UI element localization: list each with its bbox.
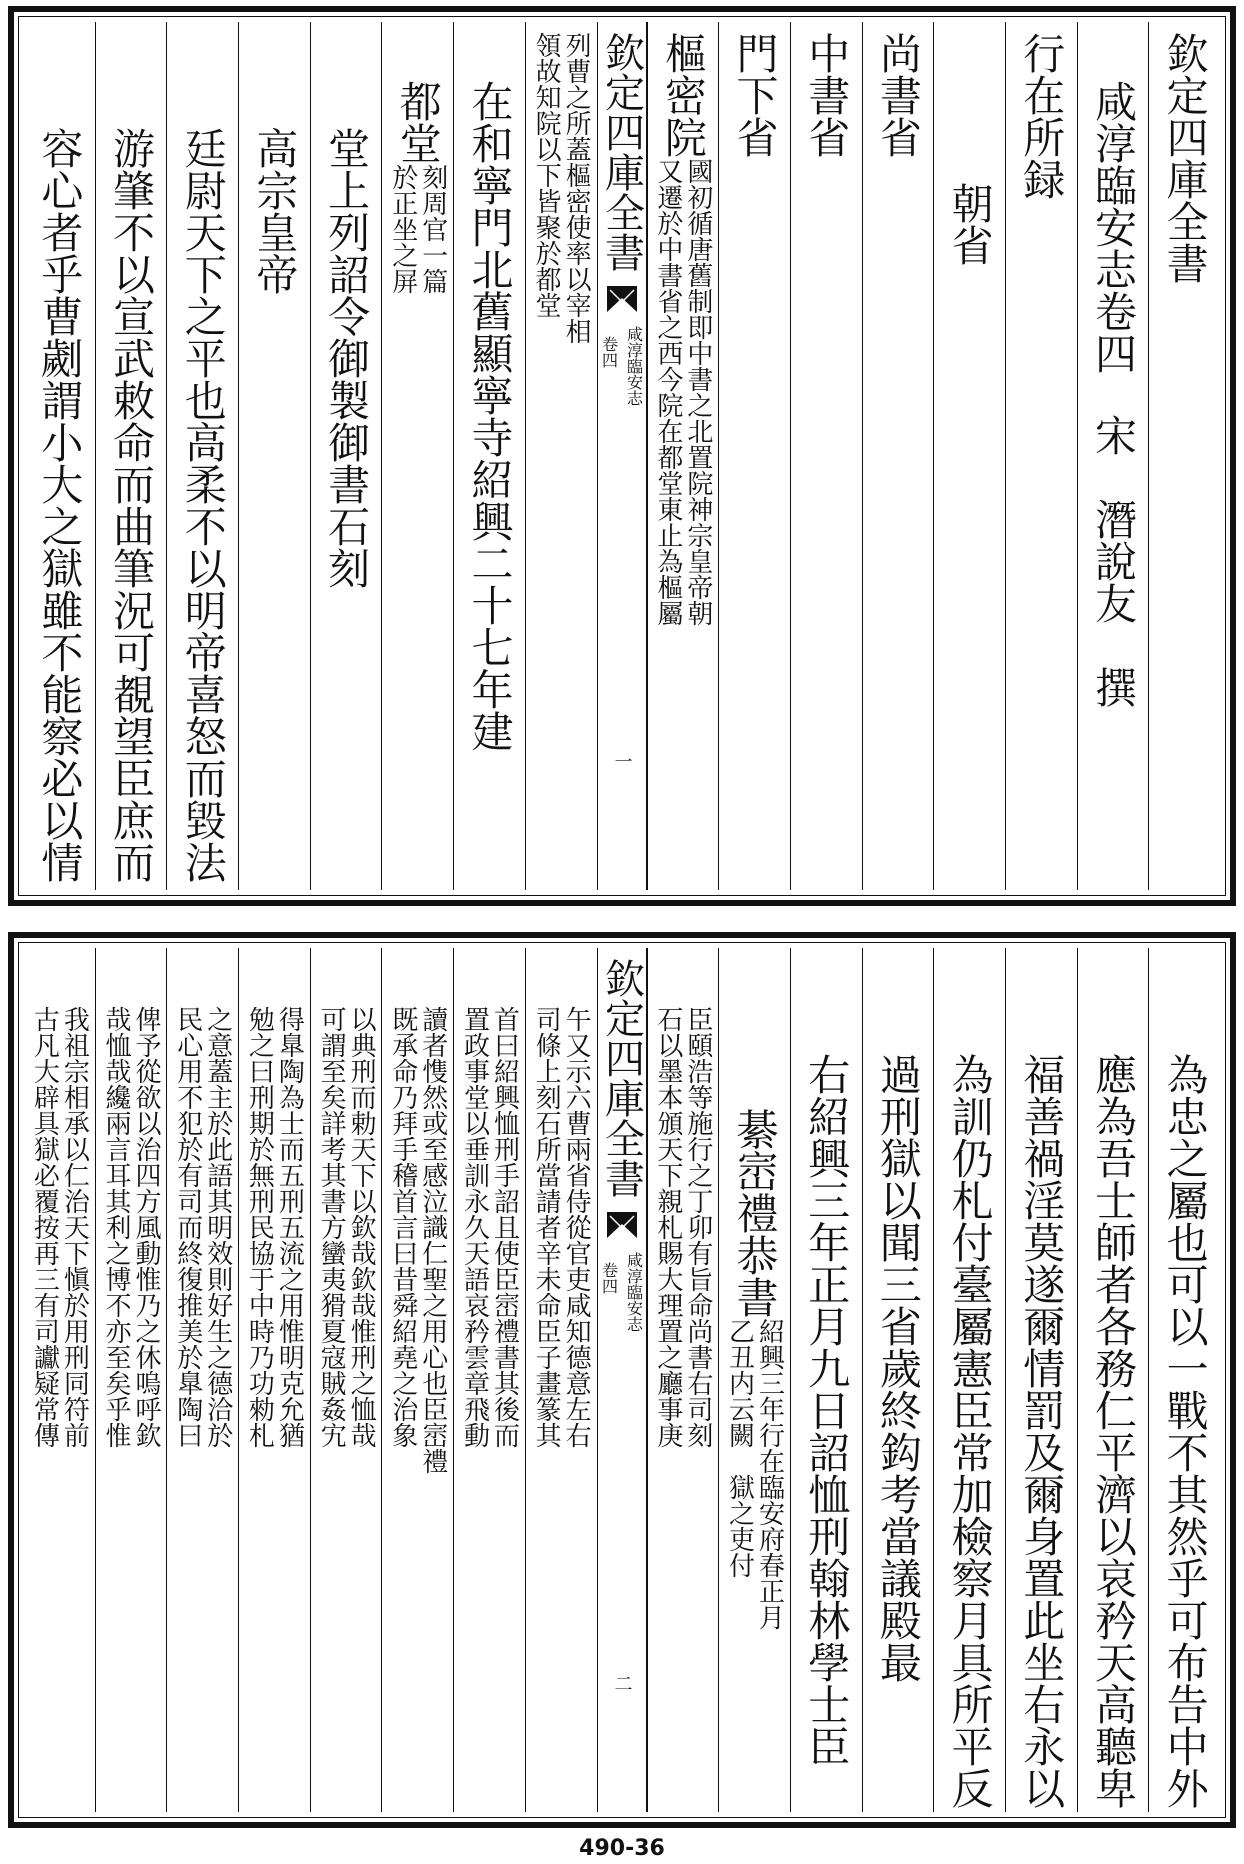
text-line: 高宗皇帝	[250, 127, 300, 295]
small-text-line: 得臯陶為士而五刑五流之用惟明克允猶	[274, 1006, 305, 1448]
annotation-right: 刻周官一篇	[417, 164, 448, 294]
entry-heading-shumi: 樞密院	[658, 32, 708, 158]
folio-number: 二	[611, 1674, 633, 1692]
fold-header: 欽定四庫全書	[598, 32, 645, 272]
column-grid-lower	[24, 948, 1220, 1812]
center-fold-lower	[597, 948, 647, 1812]
col-small-5	[310, 948, 382, 1812]
col-line-b	[95, 22, 167, 890]
fold-title: 咸淳臨安志	[624, 1252, 644, 1332]
fish-tail-icon	[607, 286, 637, 312]
col-section	[1005, 22, 1077, 890]
col-dutang	[381, 22, 453, 890]
col-small-3	[453, 948, 525, 1812]
col-zai	[453, 22, 525, 890]
small-text-line: 司條上刻石所當請者辛未命臣子畫篆其	[531, 1006, 562, 1448]
small-text-line: 午又示六曹兩省侍從官吏咸知德意左右	[561, 1006, 592, 1448]
center-fold-upper	[597, 22, 647, 890]
entry-heading-menxia: 門下省	[730, 32, 780, 158]
entry-heading-dutang: 都堂	[393, 80, 443, 164]
text-line: 在和寧門北舊顯寧寺紹興二十七年建	[465, 80, 515, 752]
section-heading: 行在所録	[1017, 32, 1067, 200]
col-small-2	[525, 948, 597, 1812]
annotation-left: 又遷於中書省之西今院在都堂東止為樞屬	[652, 158, 683, 626]
col-note-continued	[525, 22, 597, 890]
subsection-heading: 朝省	[945, 182, 995, 266]
page-number: 490-36	[579, 1836, 665, 1861]
small-text-line: 置政事堂以垂訓永久天語哀矜雲章飛動	[459, 1006, 490, 1448]
col-small-1	[647, 948, 719, 1812]
small-text-line: 勉之曰刑期於無刑民協于中時乃功勑札	[244, 1006, 275, 1448]
small-text-line: 臣頤浩等施行之丁卯有旨命尚書右司刻	[682, 1006, 713, 1448]
col-l3	[1005, 948, 1077, 1812]
col-book-title	[1148, 22, 1220, 890]
small-text-line: 以典刑而勅天下以欽哉欽哉惟刑之恤哉	[346, 1006, 377, 1448]
entry-heading-shangshu: 尚書省	[873, 32, 923, 158]
col-title-author	[1077, 22, 1149, 890]
author-line: 宋 潛說友 撰	[1088, 414, 1138, 708]
column-grid-upper	[24, 22, 1220, 890]
col-menxia	[718, 22, 790, 890]
col-small-7	[166, 948, 238, 1812]
chapter-title: 咸淳臨安志卷四	[1088, 80, 1138, 374]
small-text-line: 民心用不犯於有司而終復推美於臯陶曰	[172, 1006, 203, 1448]
page-lower	[8, 932, 1236, 1828]
small-text-line: 讀者愯然或至感泣識仁聖之用心也臣崈禮	[417, 1006, 448, 1474]
fish-tail-icon	[607, 1212, 637, 1238]
small-text-line: 首曰紹興恤刑手詔且使臣崈禮書其後而	[489, 1006, 520, 1448]
annotation-left: 於正坐之屏	[387, 164, 418, 294]
col-shumi	[647, 22, 719, 890]
col-chao	[933, 22, 1005, 890]
annotation-right: 國初循唐舊制即中書之北置院神宗皇帝朝	[682, 158, 713, 626]
col-small-4	[381, 948, 453, 1812]
text-line: 綦崈禮恭書	[730, 1108, 780, 1318]
col-l2	[1077, 948, 1149, 1812]
small-text-line: 哉恤哉纔兩言耳其利之博不亦至矣乎惟	[101, 1006, 132, 1448]
small-text-line: 我祖宗相承以仁治天下愼於用刑同符前	[59, 1006, 90, 1448]
text-line: 右紹興三年正月九日詔恤刑翰林學士臣	[802, 1053, 852, 1767]
text-line: 容心者乎曹劌謂小大之獄雖不能察必以情	[35, 127, 85, 883]
fold-volume: 卷四	[599, 1262, 619, 1294]
small-text-line: 既承命乃拜手稽首言曰昔舜紹堯之治象	[387, 1006, 418, 1448]
col-tangshang	[310, 22, 382, 890]
folio-number: 一	[611, 752, 633, 770]
text-line: 過刑獄以聞三省歲終鈎考當議殿最	[873, 1053, 923, 1683]
text-line: 應為吾士師者各務仁平濟以哀矜天高聽卑	[1088, 1053, 1138, 1809]
annotation-left: 乙丑内云闕 獄之吏付	[724, 1318, 755, 1578]
entry-heading-zhongshu: 中書省	[802, 32, 852, 158]
small-text-line: 俾予從欲以治四方風動惟乃之休嗚呼欽	[131, 1006, 162, 1448]
text-line: 為忠之屬也可以一戰不其然乎可布告中外	[1160, 1053, 1210, 1809]
text-line: 廷尉天下之平也高柔不以明帝喜怒而毀法	[178, 127, 228, 883]
col-small-9	[24, 948, 95, 1812]
col-small-6	[238, 948, 310, 1812]
annotation-left: 領故知院以下皆聚於都堂	[531, 32, 562, 318]
col-gaozong	[238, 22, 310, 890]
annotation-right: 紹興三年行在臨安府春正月	[754, 1318, 785, 1630]
col-l6	[790, 948, 862, 1812]
page-upper	[8, 6, 1236, 906]
small-text-line: 古凡大辟具獄必覆按再三有司讞疑常傳	[29, 1006, 60, 1448]
fold-title: 咸淳臨安志	[624, 326, 644, 406]
text-line: 為訓仍札付臺屬憲臣常加檢察月具所平反	[945, 1053, 995, 1809]
fold-volume: 卷四	[599, 336, 619, 368]
col-l1	[1148, 948, 1220, 1812]
text-line: 福善禍淫莫遂爾情罰及爾身置此坐右永以	[1017, 1053, 1067, 1809]
text-line: 堂上列詔令御製御書石刻	[322, 127, 372, 589]
col-shangshu	[862, 22, 934, 890]
fold-header: 欽定四庫全書	[598, 958, 645, 1198]
col-l4	[933, 948, 1005, 1812]
col-zhongshu	[790, 22, 862, 890]
col-line-c	[24, 22, 95, 890]
annotation-right: 列曹之所蓋樞密使率以宰相	[561, 32, 592, 344]
small-text-line: 石以墨本頒天下親札賜大理置之廳事庚	[652, 1006, 683, 1448]
book-title: 欽定四庫全書	[1160, 32, 1210, 284]
col-line-a	[166, 22, 238, 890]
small-text-line: 之意蓋主於此語其明效則好生之德洽於	[202, 1006, 233, 1448]
small-text-line: 可謂至矣詳考其書方蠻夷猾夏寇賊姦宄	[316, 1006, 347, 1448]
col-l7	[718, 948, 790, 1812]
text-line: 游肇不以宣武敕命而曲筆況可覩望臣庶而	[107, 127, 157, 883]
col-l5	[862, 948, 934, 1812]
col-small-8	[95, 948, 167, 1812]
